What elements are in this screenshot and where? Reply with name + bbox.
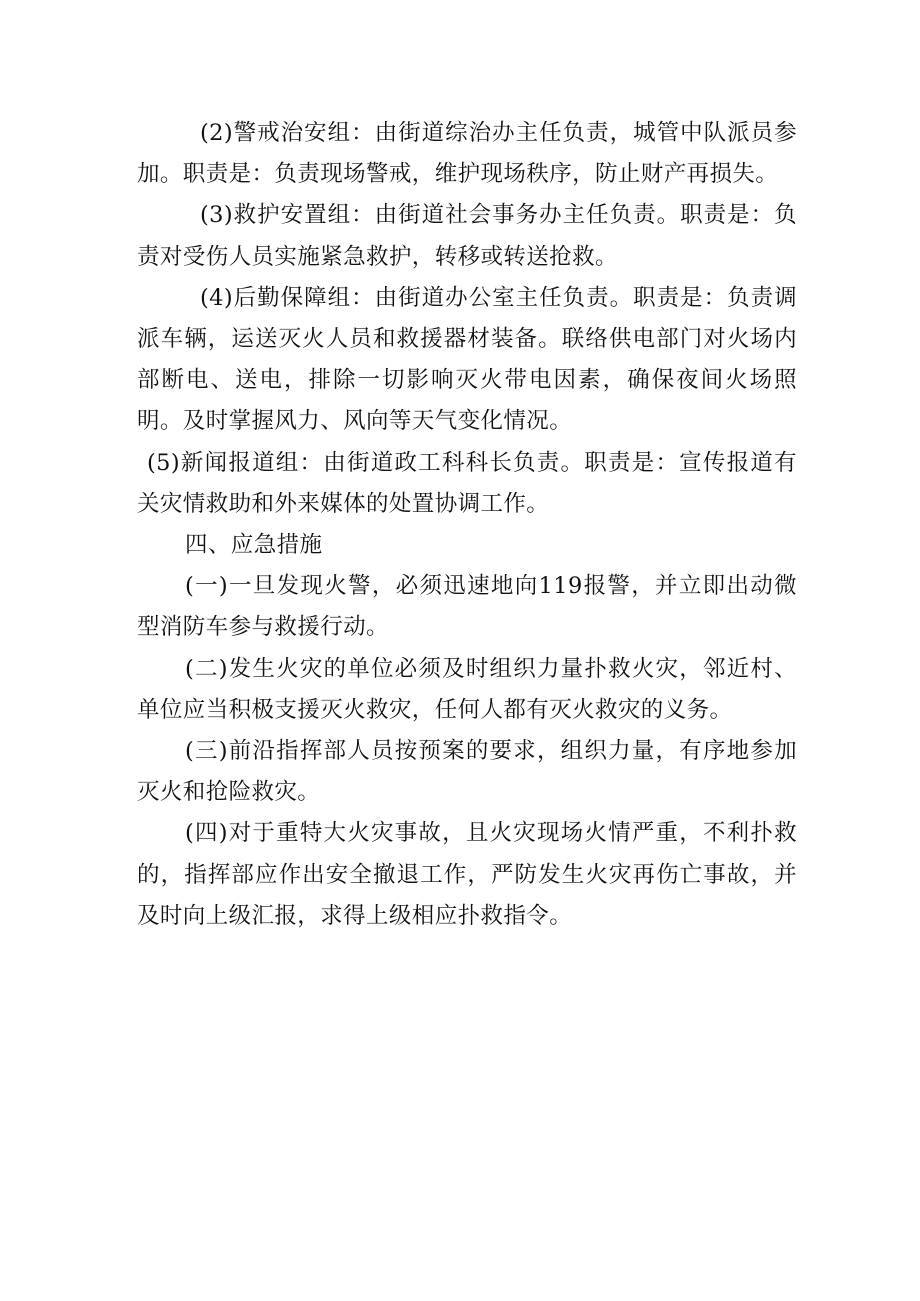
section-heading-emergency-measures: 四、应急措施: [185, 532, 323, 559]
paragraph-measure-3: (三)前沿指挥部人员按预案的要求，组织力量，有序地参加灭火和抢险救灾。: [137, 738, 797, 806]
paragraph-security-group: (2)警戒治安组：由街道综治办主任负责，城管中队派员参加。职责是：负责现场警戒，维护现场秩序，防止财产再损失。: [137, 120, 797, 188]
document-body: [137, 113, 797, 937]
paragraph-news-group: (5)新闻报道组：由街道政工科科长负责。职责是：宣传报道有关灾情救助和外来媒体的处置协调工作。: [137, 449, 797, 517]
paragraph-rescue-group: (3)救护安置组：由街道社会事务办主任负责。职责是：负责对受伤人员实施紧急救护，转移或转送抢救。: [137, 202, 797, 270]
paragraph-logistics-group: (4)后勤保障组：由街道办公室主任负责。职责是：负责调派车辆，运送灭火人员和救援器材装备。联络供电部门对火场内部断电、送电，排除一切影响灭火带电因素，确保夜间火场照明。及时掌握风力、风向等天气变化情况。: [137, 284, 797, 435]
paragraph-measure-2: (二)发生火灾的单位必须及时组织力量扑救火灾，邻近村、单位应当积极支援灭火救灾，任何人都有灭火救灾的义务。: [137, 655, 797, 723]
paragraph-measure-4: (四)对于重特大火灾事故，且火灾现场火情严重，不利扑救的，指挥部应作出安全撤退工作，严防发生火灾再伤亡事故，并及时向上级汇报，求得上级相应扑救指令。: [137, 820, 797, 929]
paragraph-measure-1: (一)一旦发现火警，必须迅速地向119报警，并立即出动微型消防车参与救援行动。: [137, 573, 797, 641]
